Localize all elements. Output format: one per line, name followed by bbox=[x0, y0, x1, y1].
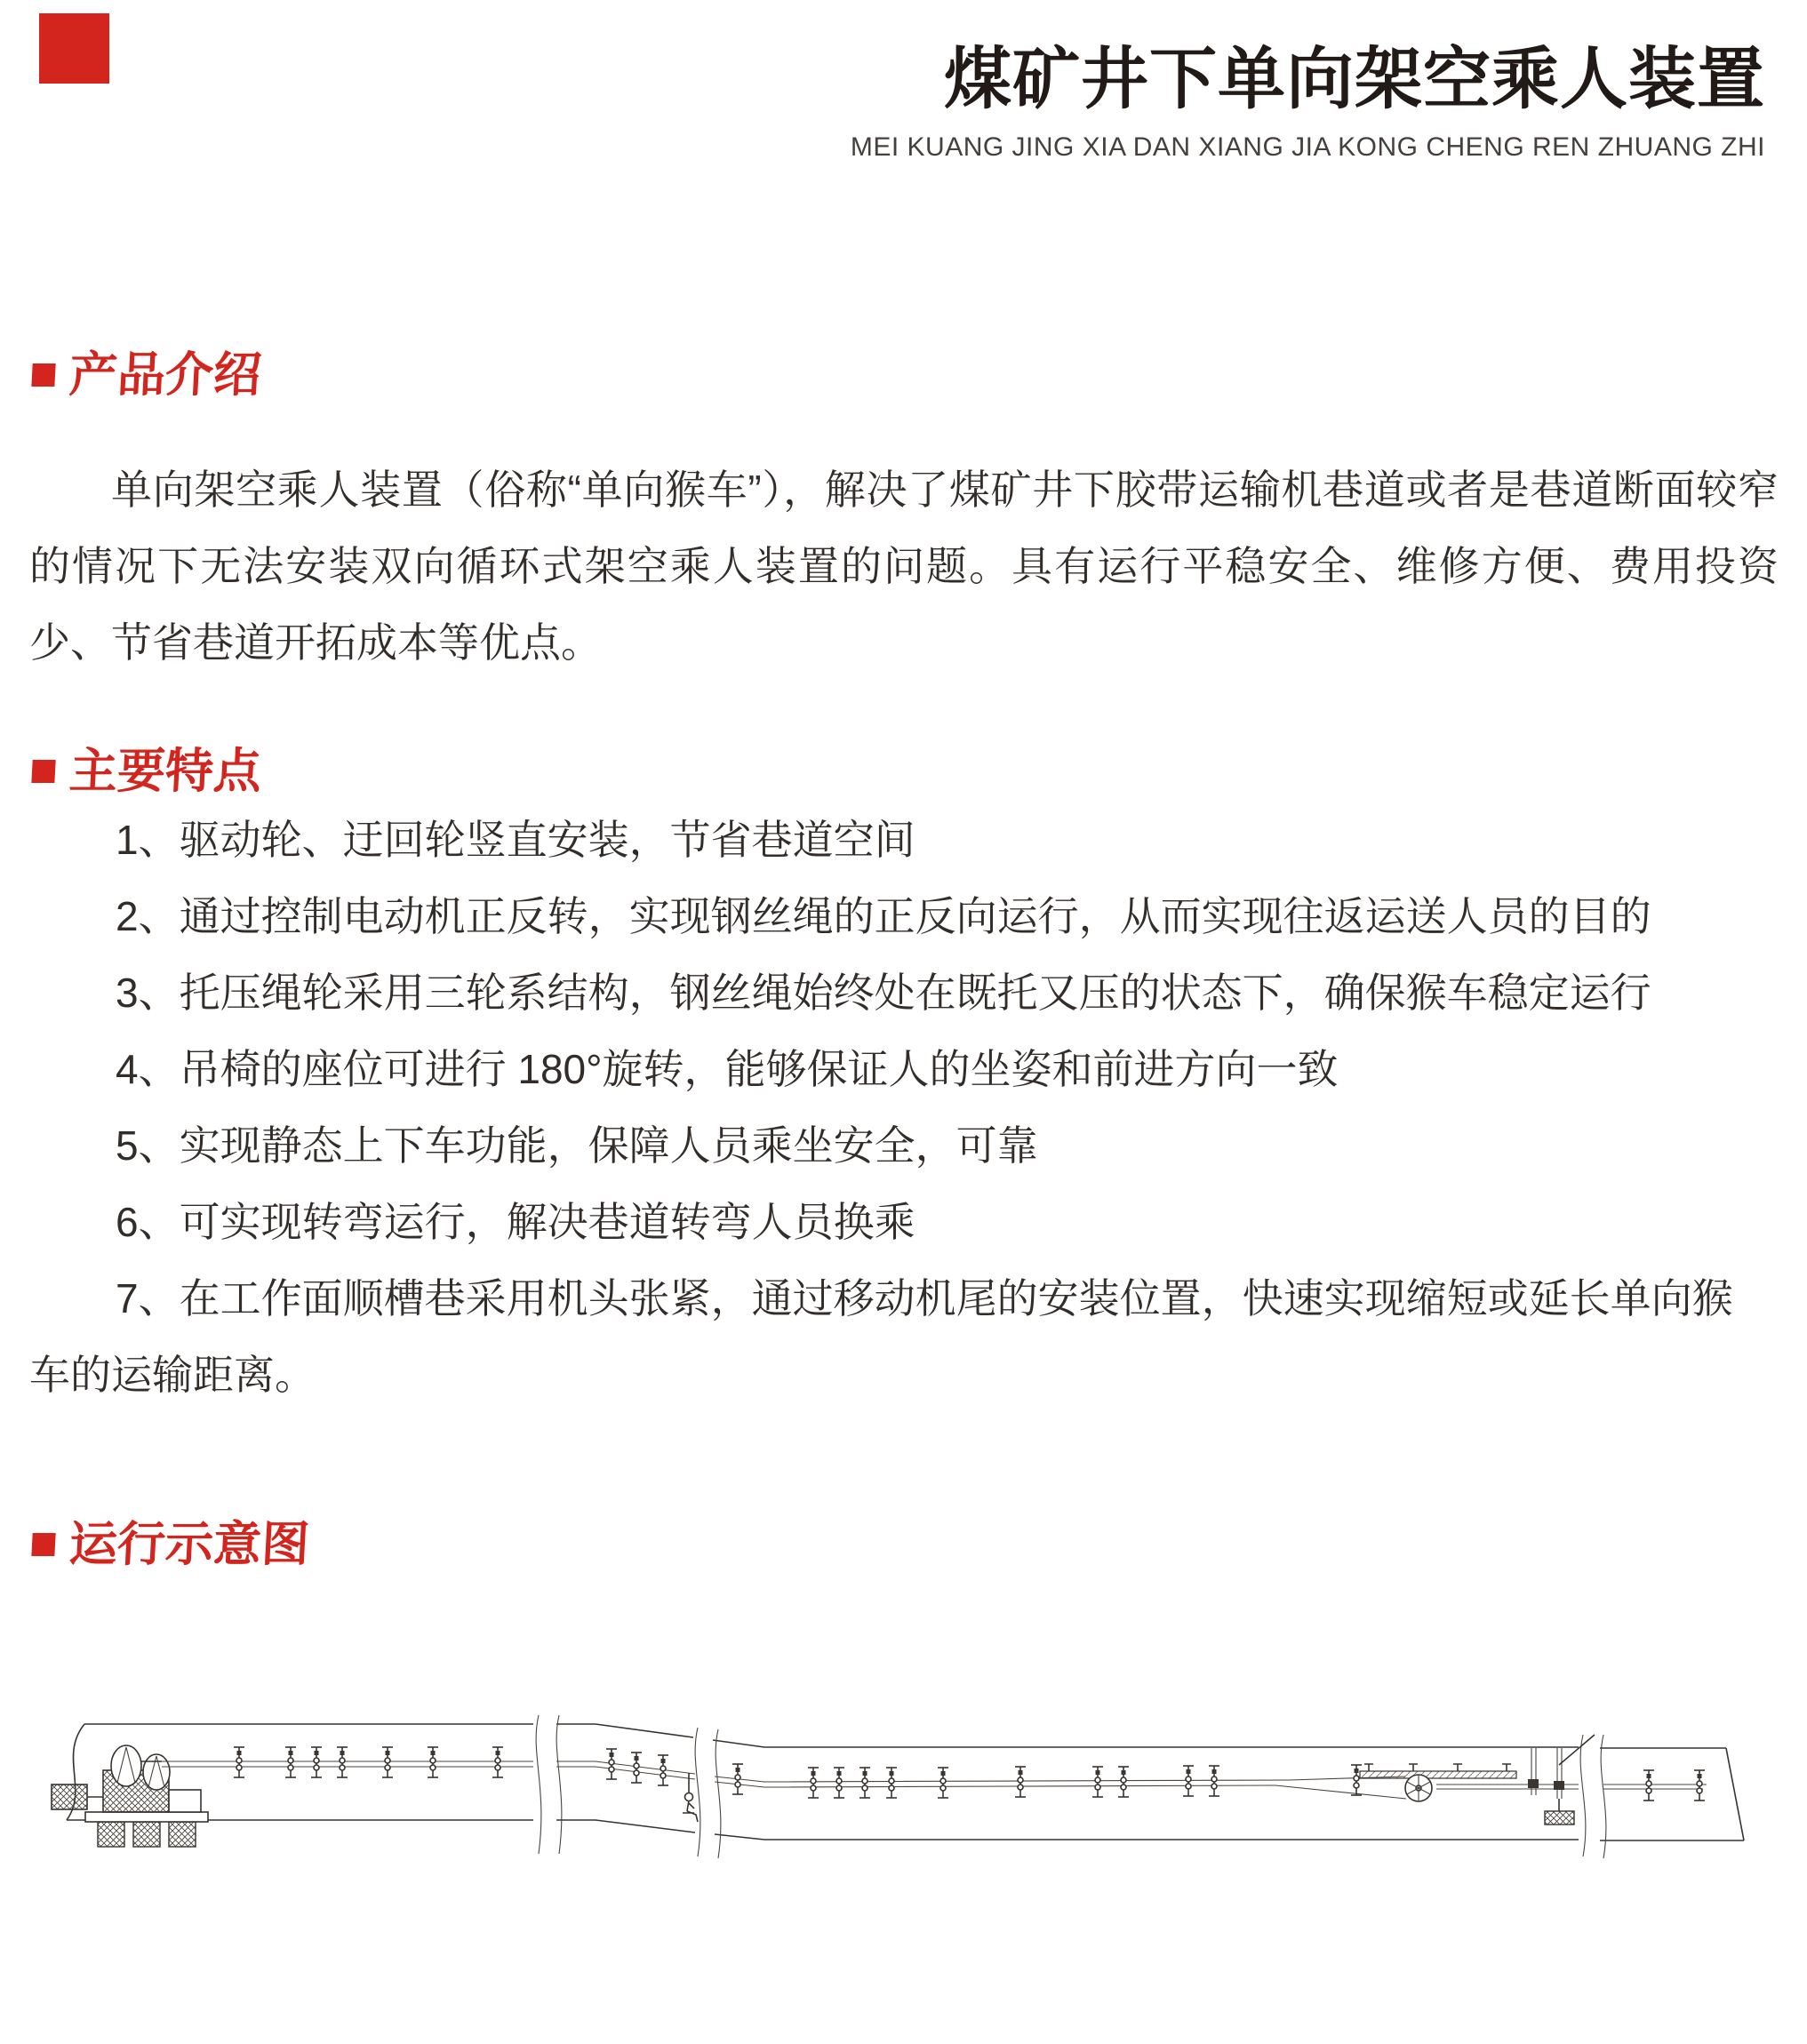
feature-number: 5、 bbox=[116, 1122, 180, 1169]
intro-paragraph: 单向架空乘人装置（俗称“单向猴车”），解决了煤矿井下胶带运输机巷道或者是巷道断面较窄的情况下无法安装双向循环式架空乘人装置的问题。具有运行平稳安全、维修方便、费用投资少、节省巷道开拓成本等优点。 bbox=[29, 467, 1779, 666]
section-heading-diagram bbox=[30, 1516, 310, 1574]
feature-item bbox=[29, 1107, 1789, 1184]
feature-text: 在工作面顺槽巷采用机头张紧，通过移动机尾的安装位置，快速实现缩短或延长单向猴 bbox=[179, 1275, 1733, 1321]
page-subtitle-pinyin: MEI KUANG JING XIA DAN XIANG JIA KONG CHENG REN ZHUANG ZHI bbox=[850, 132, 1765, 163]
section-heading-intro-label: 产品介绍 bbox=[68, 348, 263, 402]
section-heading-diagram-label: 运行示意图 bbox=[68, 1518, 311, 1571]
feature-number: 3、 bbox=[116, 970, 180, 1016]
section-heading-intro bbox=[30, 347, 262, 404]
feature-text: 托压绳轮采用三轮系结构，钢丝绳始终处在既托又压的状态下，确保猴车稳定运行 bbox=[179, 970, 1651, 1016]
feature-item bbox=[29, 802, 1789, 878]
tail-wheel bbox=[1360, 1764, 1516, 1801]
features-list bbox=[29, 802, 1789, 1413]
feature-item bbox=[29, 1184, 1789, 1260]
feature-item bbox=[29, 1260, 1789, 1337]
feature-text: 驱动轮、迂回轮竖直安装，节省巷道空间 bbox=[179, 817, 915, 863]
feature-number: 7、 bbox=[116, 1275, 180, 1321]
page-title: 煤矿井下单向架空乘人装置 bbox=[944, 42, 1765, 117]
drive-station bbox=[52, 1745, 208, 1847]
feature-item bbox=[29, 878, 1789, 954]
feature-item-continuation: 车的运输距离。 bbox=[29, 1352, 316, 1398]
feature-number: 6、 bbox=[116, 1199, 180, 1245]
page-header bbox=[851, 41, 1765, 163]
feature-number: 1、 bbox=[116, 817, 180, 863]
rider-figure bbox=[683, 1773, 698, 1822]
corner-red-square bbox=[39, 13, 109, 84]
feature-item bbox=[29, 1031, 1789, 1107]
feature-text: 可实现转弯运行，解决巷道转弯人员换乘 bbox=[179, 1199, 915, 1245]
red-square-bullet-icon bbox=[31, 363, 55, 387]
section-heading-features bbox=[30, 743, 262, 801]
red-square-bullet-icon bbox=[31, 1533, 55, 1556]
feature-text: 吊椅的座位可进行 180°旋转，能够保证人的坐姿和前进方向一致 bbox=[179, 1046, 1339, 1092]
feature-number: 2、 bbox=[116, 893, 180, 939]
red-square-bullet-icon bbox=[31, 760, 55, 783]
feature-item bbox=[29, 954, 1789, 1031]
feature-number: 4、 bbox=[116, 1046, 180, 1092]
section-heading-features-label: 主要特点 bbox=[68, 745, 263, 798]
feature-text: 实现静态上下车功能，保障人员乘坐安全，可靠 bbox=[179, 1122, 1038, 1169]
operation-diagram-svg bbox=[36, 1681, 1769, 1864]
wire-rope-line bbox=[162, 1761, 1707, 1799]
operation-diagram bbox=[36, 1681, 1769, 1864]
feature-text: 通过控制电动机正反转，实现钢丝绳的正反向运行，从而实现往返运送人员的目的 bbox=[179, 893, 1651, 939]
